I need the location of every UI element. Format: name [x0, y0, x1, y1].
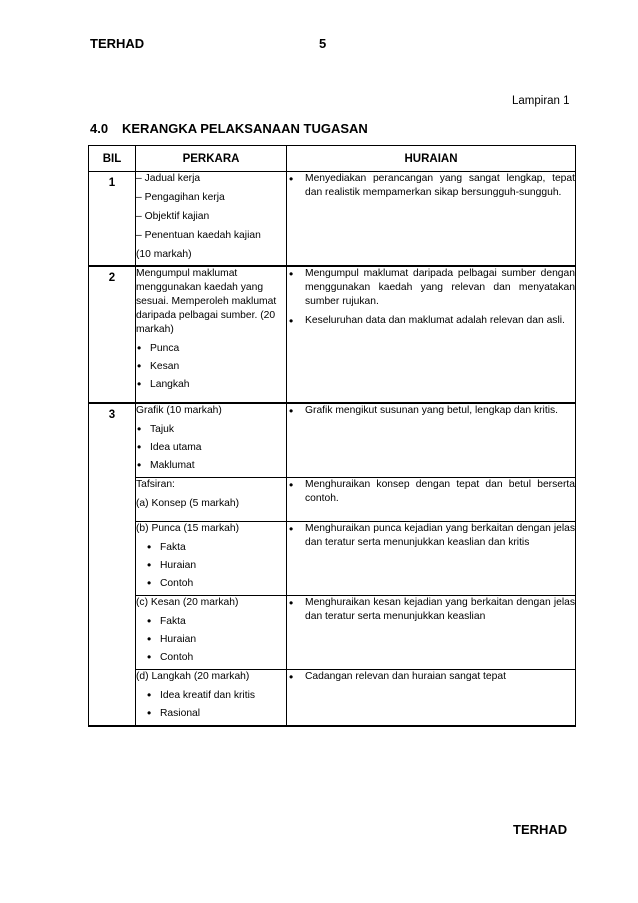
- huraian-cell: [287, 670, 576, 727]
- perkara-cell: [136, 522, 287, 596]
- appendix-label: Lampiran 1: [512, 95, 570, 107]
- row-number: 2: [89, 266, 136, 403]
- huraian-cell: [287, 478, 576, 522]
- row-number: 1: [89, 172, 136, 267]
- perkara-marks: (10 markah): [136, 249, 192, 260]
- section-title-text: KERANGKA PELAKSANAAN TUGASAN: [122, 121, 368, 136]
- huraian-item: • Menghuraikan konsep dengan tepat dan betul berserta contoh.: [287, 478, 575, 506]
- row-number: 3: [89, 403, 136, 726]
- huraian-cell: [287, 522, 576, 596]
- column-header-bil: BIL: [89, 146, 136, 172]
- section-title: [90, 121, 368, 136]
- column-header-perkara: PERKARA: [136, 146, 287, 172]
- table-subrow: [89, 596, 576, 670]
- perkara-subtitle: (d) Langkah (20 markah): [136, 671, 250, 682]
- perkara-bullet: • Idea utama: [136, 441, 286, 454]
- table-subrow: [89, 478, 576, 522]
- perkara-cell: [136, 478, 287, 522]
- table-header-row: [89, 146, 576, 172]
- huraian-item: • Cadangan relevan dan huraian sangat tepat: [287, 670, 575, 684]
- assignment-framework-table: [88, 145, 576, 727]
- perkara-bullet: • Langkah: [136, 378, 286, 391]
- perkara-bullet: • Contoh: [146, 577, 286, 590]
- perkara-cell: [136, 596, 287, 670]
- perkara-bullet: • Fakta: [146, 615, 286, 628]
- perkara-cell: [136, 670, 287, 727]
- perkara-subitem: (a) Konsep (5 markah): [136, 498, 240, 509]
- perkara-text: Mengumpul maklumat menggunakan kaedah yang sesuai. Memperoleh maklumat daripada pelbagai sumber. (20 markah): [136, 268, 277, 335]
- table-subrow: [89, 670, 576, 727]
- perkara-bullet: • Tajuk: [136, 423, 286, 436]
- perkara-item: – Penentuan kaedah kajian: [136, 230, 261, 241]
- table-row: [89, 266, 576, 403]
- perkara-item: – Pengagihan kerja: [136, 192, 225, 203]
- perkara-cell: [136, 403, 287, 478]
- perkara-bullet: • Huraian: [146, 633, 286, 646]
- huraian-cell: [287, 172, 576, 267]
- perkara-bullet: • Kesan: [136, 360, 286, 373]
- huraian-item: • Keseluruhan data dan maklumat adalah relevan dan asli.: [287, 314, 575, 328]
- perkara-subtitle: (c) Kesan (20 markah): [136, 597, 239, 608]
- huraian-cell: [287, 596, 576, 670]
- perkara-bullet: • Maklumat: [136, 459, 286, 472]
- huraian-item: • Mengumpul maklumat daripada pelbagai sumber dengan menggunakan kaedah yang relevan dan menyatakan sumber rujukan.: [287, 267, 575, 309]
- perkara-bullet: • Idea kreatif dan kritis: [146, 689, 286, 702]
- perkara-item: – Objektif kajian: [136, 211, 210, 222]
- perkara-bullet: • Contoh: [146, 651, 286, 664]
- huraian-item: • Menyediakan perancangan yang sangat lengkap, tepat dan realistik mempamerkan sikap bersungguh-sungguh.: [287, 172, 575, 200]
- perkara-cell: [136, 266, 287, 403]
- huraian-cell: [287, 266, 576, 403]
- huraian-cell: [287, 403, 576, 478]
- column-header-huraian: HURAIAN: [287, 146, 576, 172]
- table-subrow: [89, 522, 576, 596]
- perkara-bullet: • Rasional: [146, 707, 286, 720]
- perkara-subtitle: Tafsiran:: [136, 479, 175, 490]
- header-label: TERHAD: [90, 36, 145, 51]
- page-number: 5: [319, 36, 327, 51]
- huraian-item: • Menghuraikan punca kejadian yang berkaitan dengan jelas dan teratur serta menunjukkan keaslian dan kritis: [287, 522, 575, 550]
- perkara-cell: [136, 172, 287, 267]
- section-number: 4.0: [90, 121, 109, 136]
- perkara-item: – Jadual kerja: [136, 173, 201, 184]
- perkara-bullet: • Fakta: [146, 541, 286, 554]
- table-row: [89, 403, 576, 478]
- footer-label: TERHAD: [513, 822, 568, 837]
- huraian-item: • Grafik mengikut susunan yang betul, lengkap dan kritis.: [287, 404, 575, 418]
- huraian-item: • Menghuraikan kesan kejadian yang berkaitan dengan jelas dan teratur serta menunjukkan keaslian: [287, 596, 575, 624]
- perkara-bullet: • Punca: [136, 342, 286, 355]
- perkara-subtitle: Grafik (10 markah): [136, 405, 222, 416]
- perkara-bullet: • Huraian: [146, 559, 286, 572]
- table-row: [89, 172, 576, 267]
- perkara-subtitle: (b) Punca (15 markah): [136, 523, 240, 534]
